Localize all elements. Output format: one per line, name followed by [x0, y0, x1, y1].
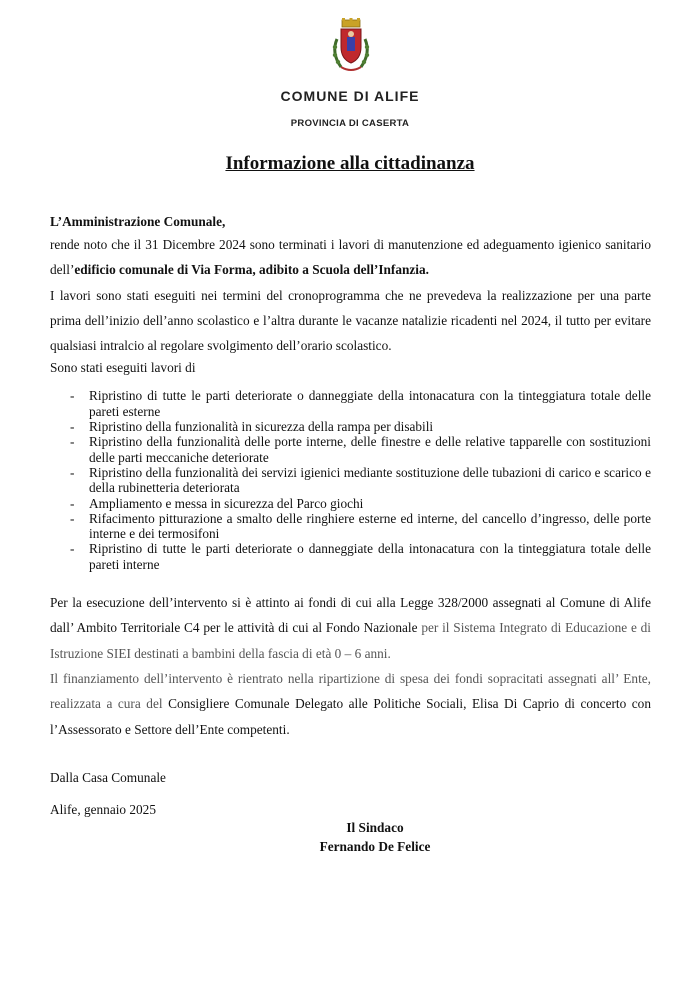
paragraph-financing: Il finanziamento dell’intervento è rientrato nella ripartizione di spesa dei fondi sopracitati assegnati all’ Ente, realizzata a cura del Consigliere Comunale Delegato alle Politiche Sociali, Elisa Di Caprio di concerto con l’Assessorato e Settore dell’Ente competenti. [50, 670, 651, 737]
list-item: - Ripristino della funzionalità dei servizi igienici mediante sostituzione delle tubazioni di carico e scarico e della rubinetteria deteriorata [70, 464, 651, 496]
building-name: edificio comunale di Via Forma, adibito a Scuola dell’Infanzia. [74, 262, 429, 278]
list-item: - Ripristino di tutte le parti deteriorate o danneggiate della intonacatura con la tinteggiatura totale delle pareti interne [70, 541, 651, 572]
list-item: - Ampliamento e messa in sicurezza del Parco giochi [70, 495, 364, 511]
signer-role: Il Sindaco [346, 820, 404, 835]
list-item: - Ripristino della funzionalità in sicurezza della rampa per disabili [70, 419, 434, 435]
list-item: - Ripristino di tutte le parti deteriorate o danneggiate della intonacatura con la tinteggiatura totale delle pareti esterne [70, 388, 651, 419]
list-item: - Ripristino della funzionalità delle porte interne, delle finestre e delle relative tapparelle con sostituzioni delle parti meccaniche deteriorate [70, 434, 651, 465]
document-date: Alife, gennaio 2025 [50, 802, 156, 817]
paragraph-schedule: I lavori sono stati eseguiti nei termini del cronoprogramma che ne prevedeva la realizzazione per una parte prima dell’inizio dell’anno scolastico e l’altra durante le vacanze natalizie ricadenti nel 2024, il tutto per evitare qualsiasi intralcio al regolare svolgimento dell’orario scolastico. [50, 287, 651, 354]
document-body [50, 212, 651, 742]
works-list [50, 388, 651, 572]
paragraph-funding: Per la esecuzione dell’intervento si è attinto ai fondi di cui alla Legge 328/2000 assegnati al Comune di Alife dall’ Ambito Territoriale C4 per le attività di cui al Fondo Nazionale per il Sistema Integrato di Educazione e di Istruzione SIEI destinati a bambini della fascia di età 0 – 6 anni. [50, 595, 651, 661]
provincia-label: PROVINCIA DI CASERTA [290, 118, 410, 129]
signature-block [300, 818, 450, 856]
works-intro: Sono stati eseguiti lavori di [50, 360, 196, 376]
addressee: L’Amministrazione Comunale, [50, 214, 226, 229]
comune-name: COMUNE DI ALIFE [280, 88, 420, 104]
municipal-crest-icon [327, 17, 375, 73]
paragraph-announcement: rende noto che il 31 Dicembre 2024 sono terminati i lavori di manutenzione ed adeguamento igienico sanitario dell’edificio comunale di Via Forma, adibito a Scuola dell’Infanzia. [50, 237, 651, 278]
list-item: - Rifacimento pitturazione a smalto delle ringhiere esterne ed interne, del cancello d’ingresso, delle porte interne e dei termosifoni [70, 510, 651, 542]
signer-name: Fernando De Felice [319, 839, 431, 854]
document-title: Informazione alla cittadinanza [225, 153, 475, 174]
closing-place: Dalla Casa Comunale [50, 770, 166, 785]
